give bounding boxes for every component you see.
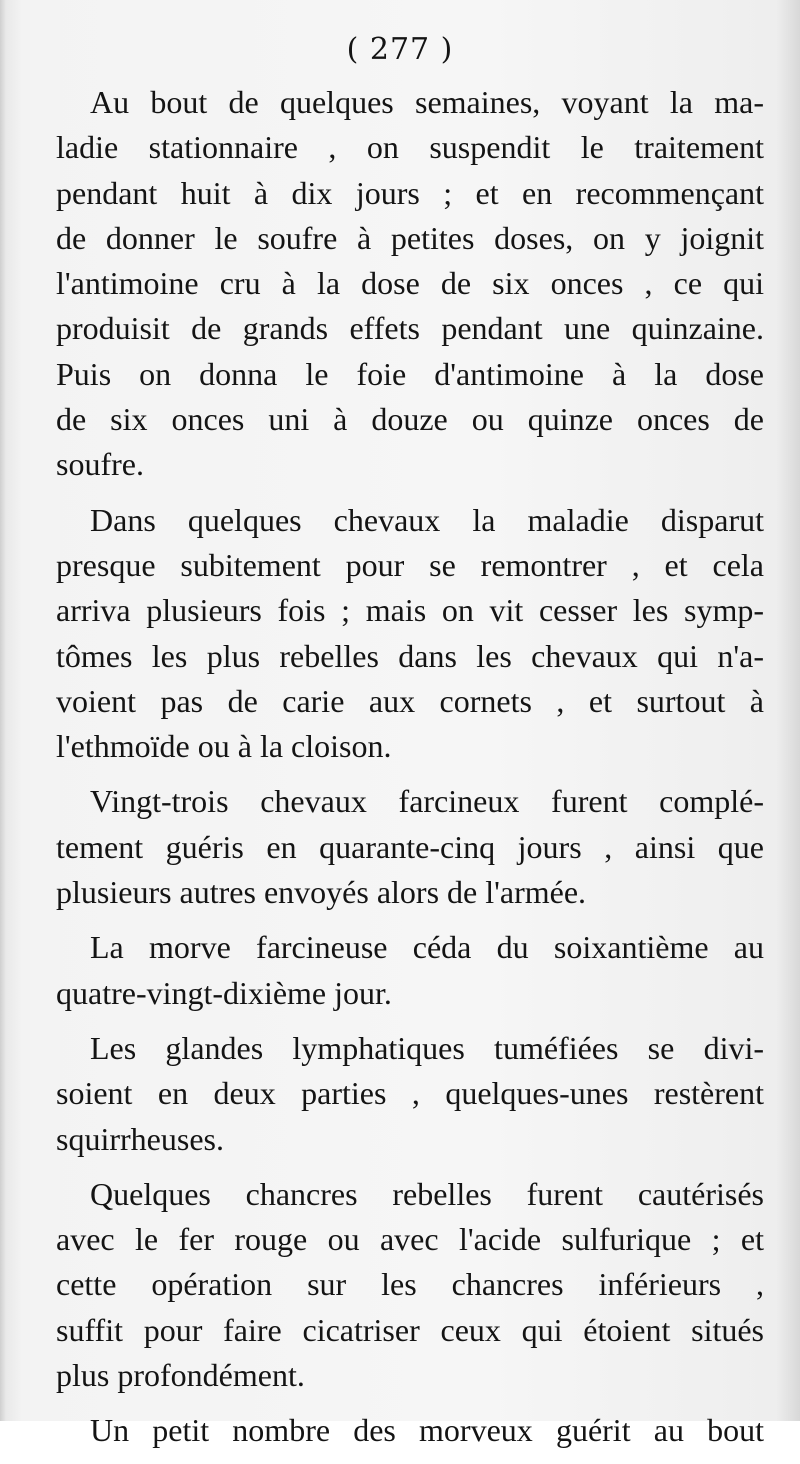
paragraph	[56, 779, 764, 915]
text-line: avec le fer rouge ou avec l'acide sulfurique ; et	[56, 1221, 764, 1258]
paragraph	[56, 1408, 764, 1453]
text-line: voient pas de carie aux cornets , et surtout à	[56, 682, 764, 719]
text-line: squirrheuses.	[56, 1120, 224, 1157]
text-line: presque subitement pour se remontrer , et cela	[56, 546, 764, 583]
text-line: soient en deux parties , quelques-unes restèrent	[56, 1075, 764, 1112]
text-line: l'ethmoïde ou à la cloison.	[56, 728, 392, 765]
text-line: La morve farcineuse céda du soixantième au	[90, 929, 764, 966]
text-line: tômes les plus rebelles dans les chevaux qui n'a-	[56, 637, 764, 674]
paragraph	[56, 1026, 764, 1162]
text-line: de six onces uni à douze ou quinze onces de	[56, 401, 764, 438]
text-line: Puis on donna le foie d'antimoine à la dose	[56, 355, 764, 392]
text-line: tement guéris en quarante-cinq jours , ainsi que	[56, 828, 764, 865]
page-number: ( 277 )	[346, 32, 454, 67]
text-line: ladie stationnaire , on suspendit le traitement	[56, 129, 764, 166]
text-line: l'antimoine cru à la dose de six onces , ce qui	[56, 265, 764, 302]
text-line: plusieurs autres envoyés alors de l'armée.	[56, 874, 587, 911]
paragraph	[56, 925, 764, 1016]
paragraph	[56, 80, 764, 488]
text-line: pendant huit à dix jours ; et en recommençant	[56, 174, 764, 211]
paragraph	[56, 1172, 764, 1398]
text-line: soufre.	[56, 446, 144, 483]
text-line: suffit pour faire cicatriser ceux qui étoient situés	[56, 1311, 764, 1348]
text-line: Quelques chancres rebelles furent cautérisés	[90, 1175, 764, 1212]
text-line: de donner le soufre à petites doses, on y joignit	[56, 219, 764, 256]
text-line: quatre-vingt-dixième jour.	[56, 974, 392, 1011]
text-line: Vingt-trois chevaux farcineux furent complé-	[90, 783, 764, 820]
text-line: Les glandes lymphatiques tuméfiées se divi-	[90, 1029, 764, 1066]
text-line: produisit de grands effets pendant une quinzaine.	[56, 310, 764, 347]
text-line: plus profondément.	[56, 1357, 305, 1394]
text-line: Au bout de quelques semaines, voyant la ma-	[90, 84, 764, 120]
paragraph	[56, 498, 764, 770]
page-body	[56, 80, 764, 1464]
text-line: Un petit nombre des morveux guérit au bout	[90, 1412, 764, 1449]
text-line: arriva plusieurs fois ; mais on vit cesser les symp-	[56, 592, 764, 629]
text-line: Dans quelques chevaux la maladie disparut	[90, 501, 764, 538]
text-line: cette opération sur les chancres inférieurs ,	[56, 1266, 764, 1303]
